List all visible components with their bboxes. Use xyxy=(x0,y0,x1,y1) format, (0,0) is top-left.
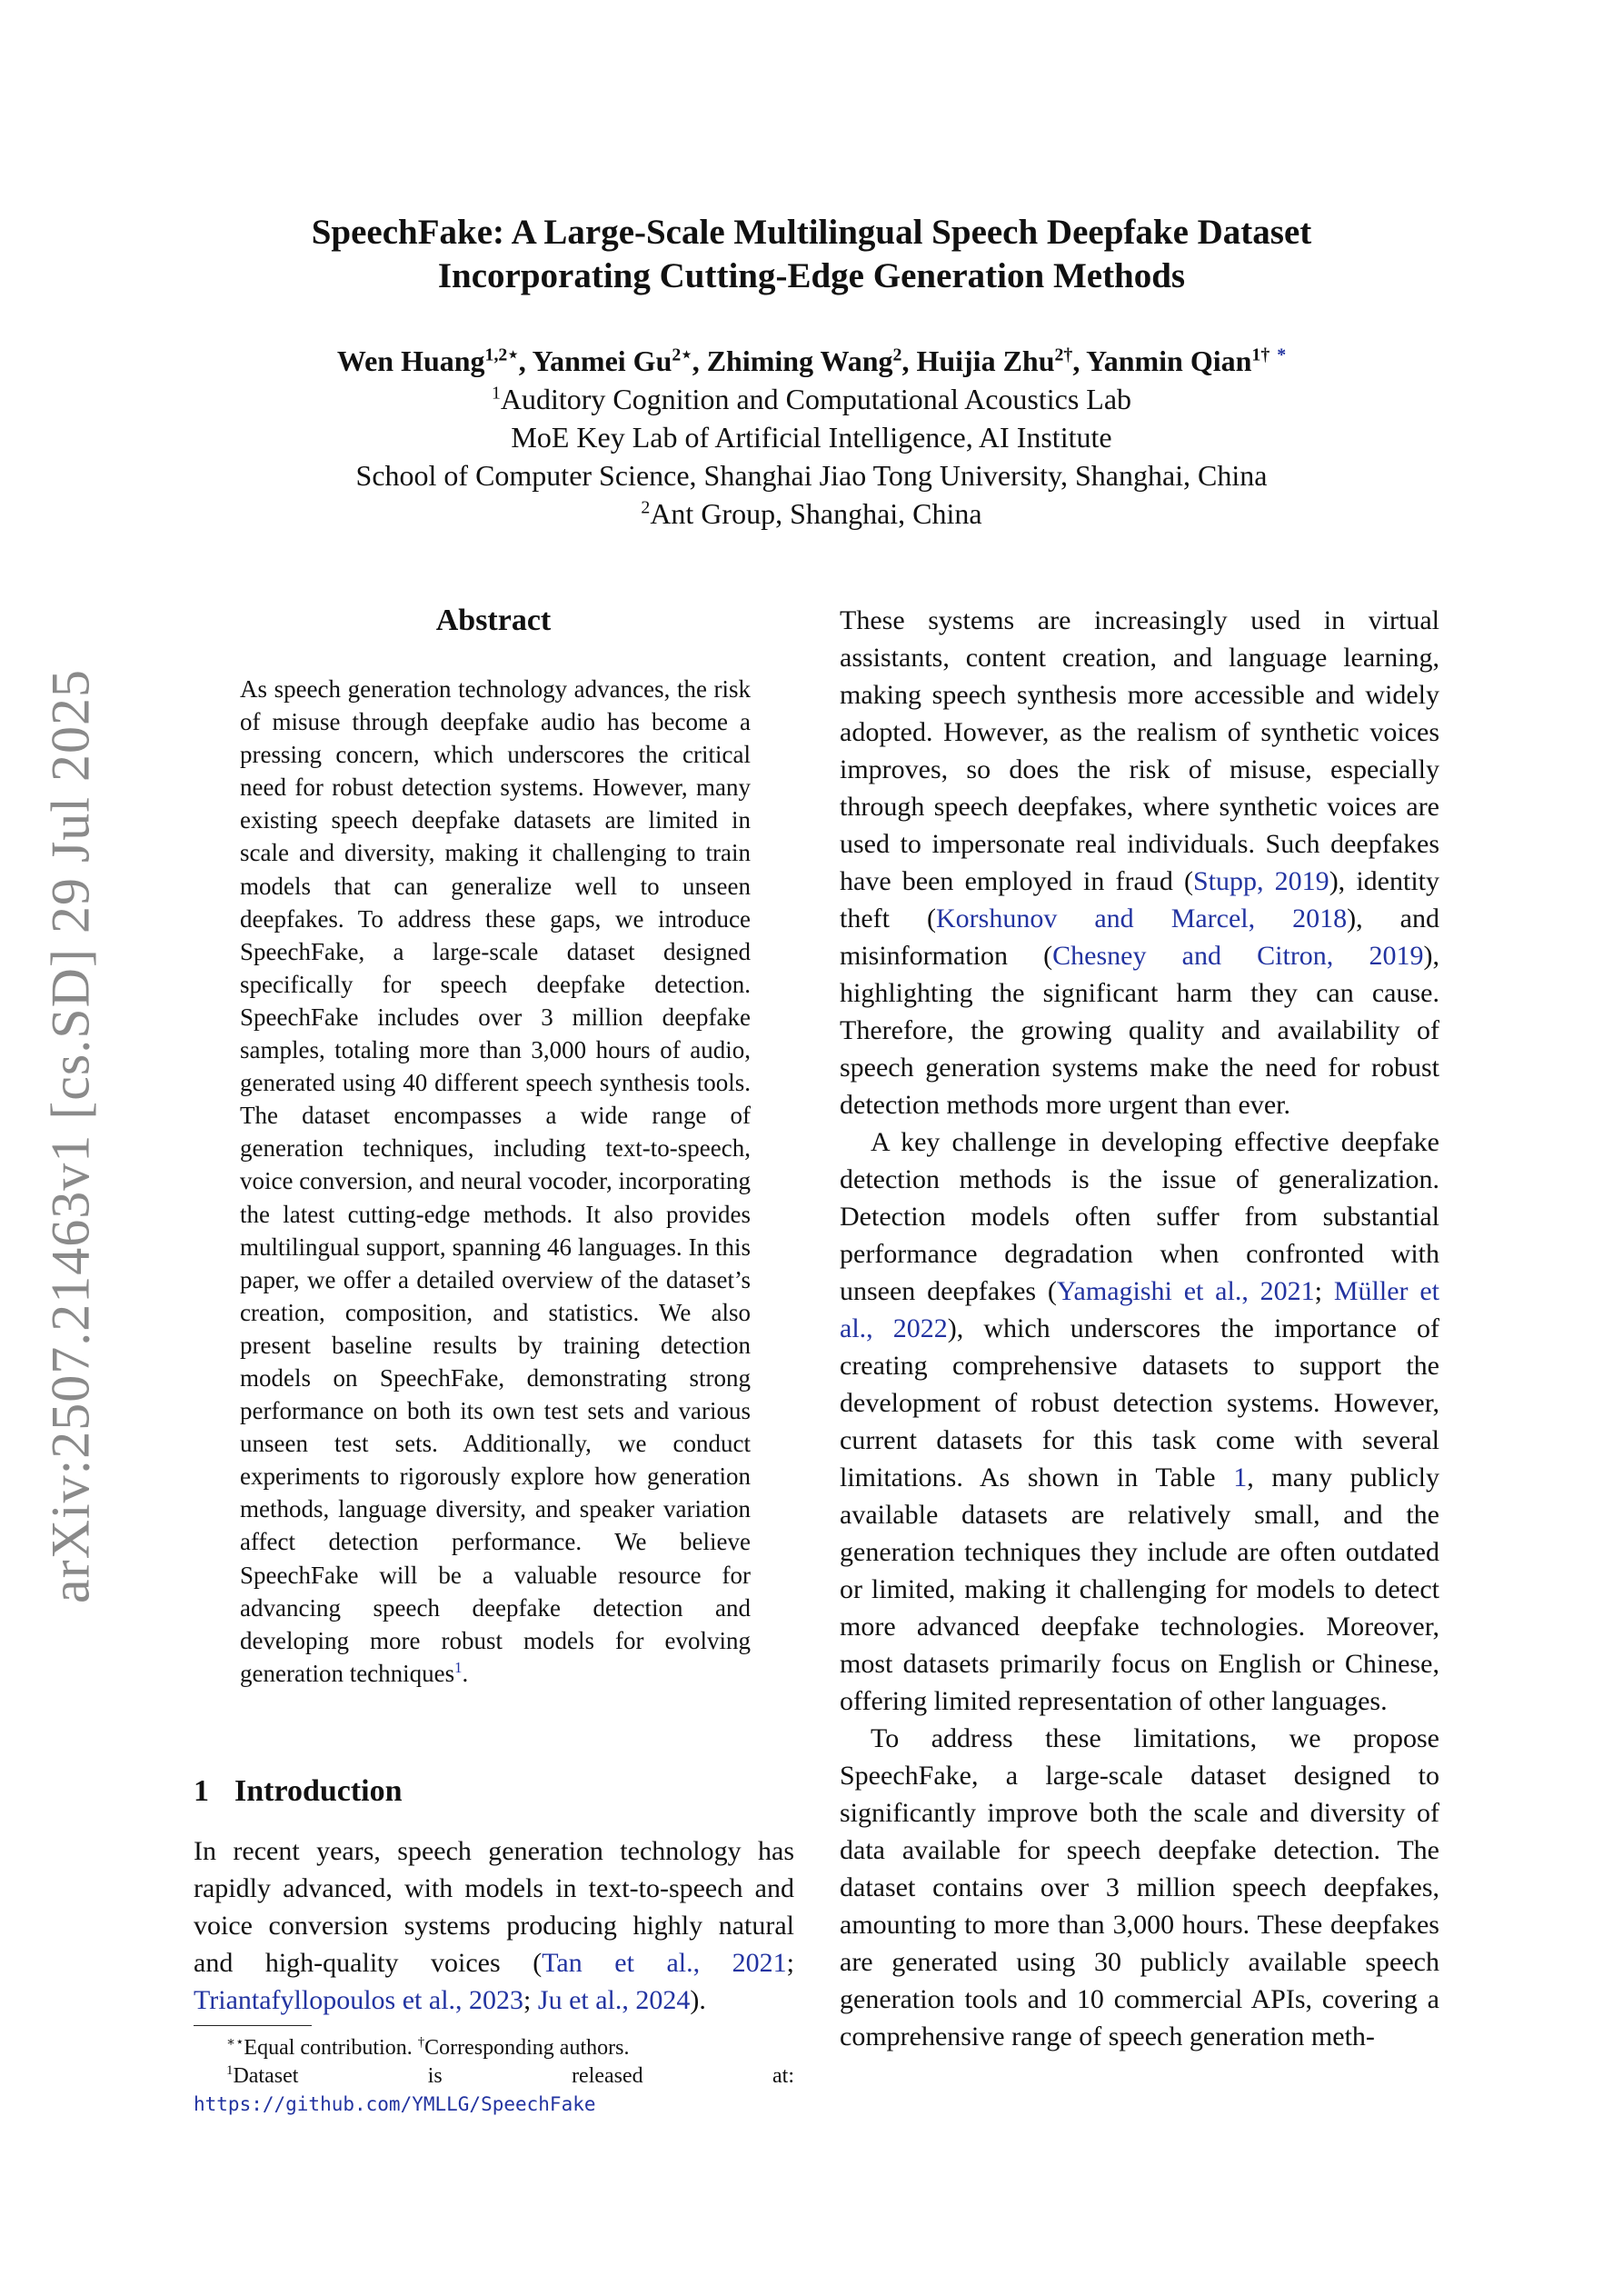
affiliations xyxy=(182,380,1441,533)
author: Huijia Zhu$^{2\dagger}$, xyxy=(916,344,1087,377)
title-line-1: SpeechFake: A Large-Scale Multilingual Speech Deepfake Dataset xyxy=(311,213,1312,252)
footnote-rule xyxy=(194,2025,312,2026)
body-paragraph: To address these limitations, we propose SpeechFake, a large-scale dataset designed to significantly improve both the scale and diversity of data available for speech deepfake detection. The dataset contains over 3 million speech deepfakes, amounting to more than 3,000 hours. These deepfakes are generated using 30 publicly available speech generation tools and 10 commercial APIs, covering a comprehensive range of speech generation meth- xyxy=(840,1723,1439,2051)
author-list xyxy=(182,342,1441,380)
author: Yanmei $Gu^{2⋆}$, xyxy=(532,344,707,377)
author: Wen Huang$^{1,2⋆}$, xyxy=(336,344,533,377)
affiliation-line: $^2$Ant Group, Shanghai, China xyxy=(641,497,982,530)
citation-link[interactable]: Ju et al., 2024 xyxy=(537,1985,691,2015)
citation-link[interactable]: Tan et al., 2021 xyxy=(542,1948,787,1978)
footnote-dataset: $^1$Dataset is released at: https://github.com/YMLLG/SpeechFake xyxy=(194,2063,794,2115)
abstract-heading: Abstract xyxy=(435,604,552,637)
right-column xyxy=(840,602,1439,2055)
affiliation-line: School of Computer Science, Shanghai Jiao Tong University, Shanghai, China xyxy=(355,459,1268,492)
citation-link[interactable]: Stupp, 2019 xyxy=(1193,866,1329,896)
abstract-body: As speech generation technology advances, the risk of misuse through deepfake audio has become a pressing concern, which underscores the critical need for robust detection systems. However, many existing speech deepfake datasets are limited in scale and diversity, making it challenging to train models that can generalize well to unseen deepfakes. To address these gaps, we introduce SpeechFake, a large-scale dataset designed specifically for speech deepfake detection. SpeechFake includes over 3 million deepfake samples, totaling more than 3,000 hours of audio, generated using 40 different speech synthesis tools. The dataset encompasses a wide range of generation techniques, including text-to-speech, voice conversion, and neural vocoder, incorporating the latest cutting-edge methods. It also provides multilingual support, spanning 46 languages. In this paper, we offer a detailed overview of the dataset’s creation, composition, and statistics. We also present baseline results by training detection models on SpeechFake, demonstrating strong performance on both its own test sets and various unseen test sets. Additionally, we conduct experiments to rigorously explore how generation methods, language diversity, and speaker variation affect detection performance. We believe SpeechFake will be a valuable resource for advancing speech deepfake detection and developing more robust models for evolving generation techniques$^1$. xyxy=(240,675,751,1687)
citation-link[interactable]: Müller et al., 2022 xyxy=(840,1276,1439,1343)
table-ref-link[interactable]: 1 xyxy=(1233,1462,1248,1492)
body-paragraph: A key challenge in developing effective deepfake detection methods is the issue of generalization. Detection models often suffer from substantial performance degradation when confronted with unseen deepfakes (Yamagishi et al., 2021; Müller et al., 2022), which underscores the importance of creating comprehensive datasets to support the development of robust detection systems. However, current datasets for this task come with several limitations. As shown in Table 1, many publicly available datasets are relatively small, and the generation techniques they include are often outdated or limited, making it challenging for models to detect more advanced deepfake technologies. Moreover, most datasets primarily focus on English or Chinese, offering limited representation of other languages. xyxy=(840,1127,1439,1716)
arxiv-stamp: arXiv:2507.21463v1 [cs.SD] 29 Jul 2025 xyxy=(40,669,101,1603)
author: Yanmin Qian$^{1\dagger}$ xyxy=(1086,344,1270,377)
footnote-contribution: ∗⋆Equal contribution. †Corresponding authors. xyxy=(226,2035,630,2060)
affiliation-line: $^1$Auditory Cognition and Computational Acoustics Lab xyxy=(491,383,1132,415)
section-heading xyxy=(194,1772,793,1811)
author: Zhiming Wang$^2$, xyxy=(706,344,917,377)
arxiv-sidebar xyxy=(40,669,107,1603)
dataset-url-link[interactable]: https://github.com/YMLLG/SpeechFake xyxy=(194,2093,596,2115)
section-title: Introduction xyxy=(234,1774,403,1808)
affiliation-line: MoE Key Lab of Artificial Intelligence, AI Institute xyxy=(511,421,1112,454)
citation-link[interactable]: Yamagishi et al., 2021 xyxy=(1056,1276,1315,1306)
citation-link[interactable]: Korshunov and Marcel, 2018 xyxy=(936,903,1348,933)
section-number: 1 xyxy=(194,1774,209,1808)
footnote-link[interactable]: 1 xyxy=(454,1658,463,1676)
intro-paragraph: In recent years, speech generation technology has rapidly advanced, with models in text-to-speech and voice conversion systems producing highly natural and high-quality voices (Tan et al., 2021; Triantafyllopoulos et al., 2023; Ju et al., 2024). xyxy=(194,1836,794,2015)
footnotes xyxy=(194,2034,794,2119)
author-footnote-link[interactable]: * xyxy=(1277,344,1287,365)
citation-link[interactable]: Triantafyllopoulos et al., 2023 xyxy=(194,1985,524,2015)
citation-link[interactable]: Chesney and Citron, 2019 xyxy=(1052,941,1424,971)
body-paragraph: These systems are increasingly used in virtual assistants, content creation, and language learning, making speech synthesis more accessible and widely adopted. However, as the realism of synthetic voices improves, so does the risk of misuse, especially through speech deepfakes, where synthetic voices are used to impersonate real individuals. Such deepfakes have been employed in fraud (Stupp, 2019), identity theft (Korshunov and Marcel, 2018), and misinformation (Chesney and Citron, 2019), highlighting the significant harm they can cause. Therefore, the growing quality and availability of speech generation systems make the need for robust detection methods more urgent than ever. xyxy=(840,605,1440,1120)
paper-title xyxy=(182,211,1441,298)
title-line-2: Incorporating Cutting-Edge Generation Methods xyxy=(437,256,1186,295)
